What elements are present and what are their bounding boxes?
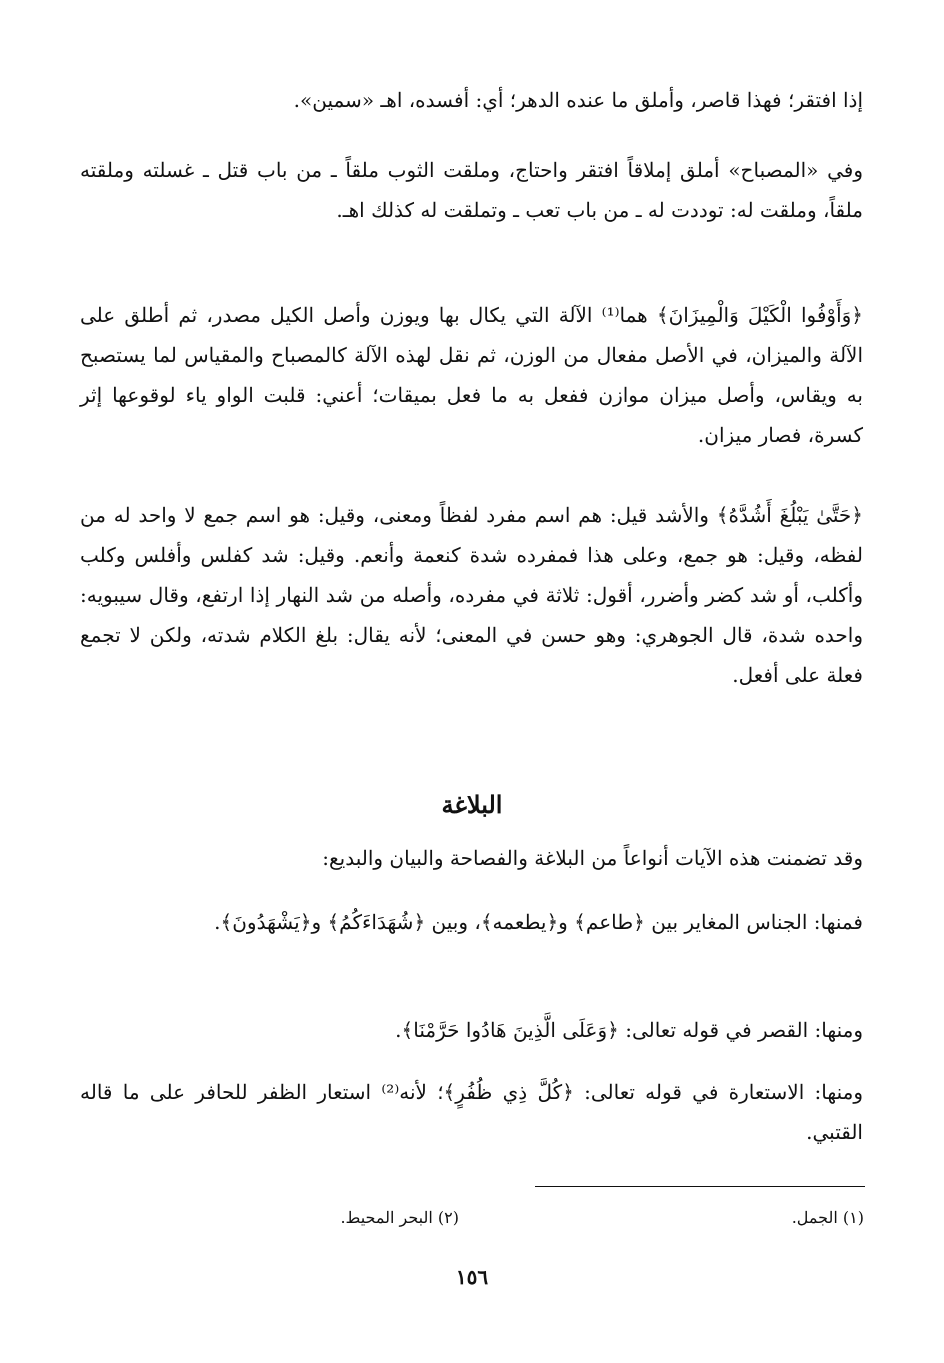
- footnote-1: (١) الجمل.: [791, 1208, 864, 1227]
- section-heading: البلاغة: [441, 790, 503, 819]
- balagha-paragraph-2: ومنها: القصر في قوله تعالى: ﴿وَعَلَى الَّذِينَ هَادُوا حَرَّمْنَا﴾.: [395, 1018, 863, 1042]
- footnote-divider: [535, 1186, 865, 1187]
- balagha-paragraph-1: فمنها: الجناس المغاير بين ﴿طاعم﴾ و﴿يطعمه﴾، وبين ﴿شُهَدَاءَكُمُ﴾ و﴿يَشْهَدُونَ﴾.: [214, 910, 863, 934]
- balagha-paragraph-3: ومنها: الاستعارة في قوله تعالى: ﴿كُلَّ ذِي ظُفُرٍ﴾؛ لأنه⁽²⁾ استعار الظفر للحافر على ما قاله القتبي.: [80, 1080, 863, 1144]
- balagha-intro: وقد تضمنت هذه الآيات أنواعاً من البلاغة والفصاحة والبيان والبديع:: [322, 846, 863, 870]
- paragraph-3: ﴿وَأَوْفُوا الْكَيْلَ وَالْمِيزَانَ﴾ هما⁽¹⁾ الآلة التي يكال بها ويوزن وأصل الكيل مصدر، ثم أطلق على الآلة والميزان، في الأصل مفعال من الوزن، ثم نقل لهذه الآلة كالمصباح والمقياس لما يستصبح به ويقاس، وأصل ميزان موازن ففعل به ما فعل بميقات؛ أعني: قلبت الواو ياء لوقوعها إثر كسرة، فصار ميزان.: [80, 303, 864, 447]
- paragraph-2: وفي «المصباح» أملق إملاقاً افتقر واحتاج، وملقت الثوب ملقاً ـ من باب قتل ـ غسلته وملقته ملقاً، وملقت له: توددت له ـ من باب تعب ـ وتملقت له كذلك اهـ.: [80, 158, 863, 222]
- footnote-2: (٢) البحر المحيط.: [340, 1208, 459, 1227]
- paragraph-4: ﴿حَتَّىٰ يَبْلُغَ أَشُدَّهُ﴾ والأشد قيل: هم اسم مفرد لفظاً ومعنى، وقيل: هو اسم جمع لا واحد له من لفظه، وقيل: هو جمع، وعلى هذا فمفرده شدة كنعمة وأنعم. وقيل: شد كفلس وأفلس وكلب وأكلب، أو شد كضر وأضرر، أقول: ثلاثة في مفرده، وأصله من شد النهار إذا ارتفع، وقال سيبويه: واحده شدة، قال الجوهري: وهو حسن في المعنى؛ لأنه يقال: بلغ الكلام شدته، ولكن لا تجمع فعلة على أفعل.: [80, 503, 863, 687]
- paragraph-1: إذا افتقر؛ فهذا قاصر، وأملق ما عنده الدهر؛ أي: أفسده، اهـ «سمين».: [293, 88, 863, 112]
- page-number: ١٥٦: [455, 1265, 489, 1289]
